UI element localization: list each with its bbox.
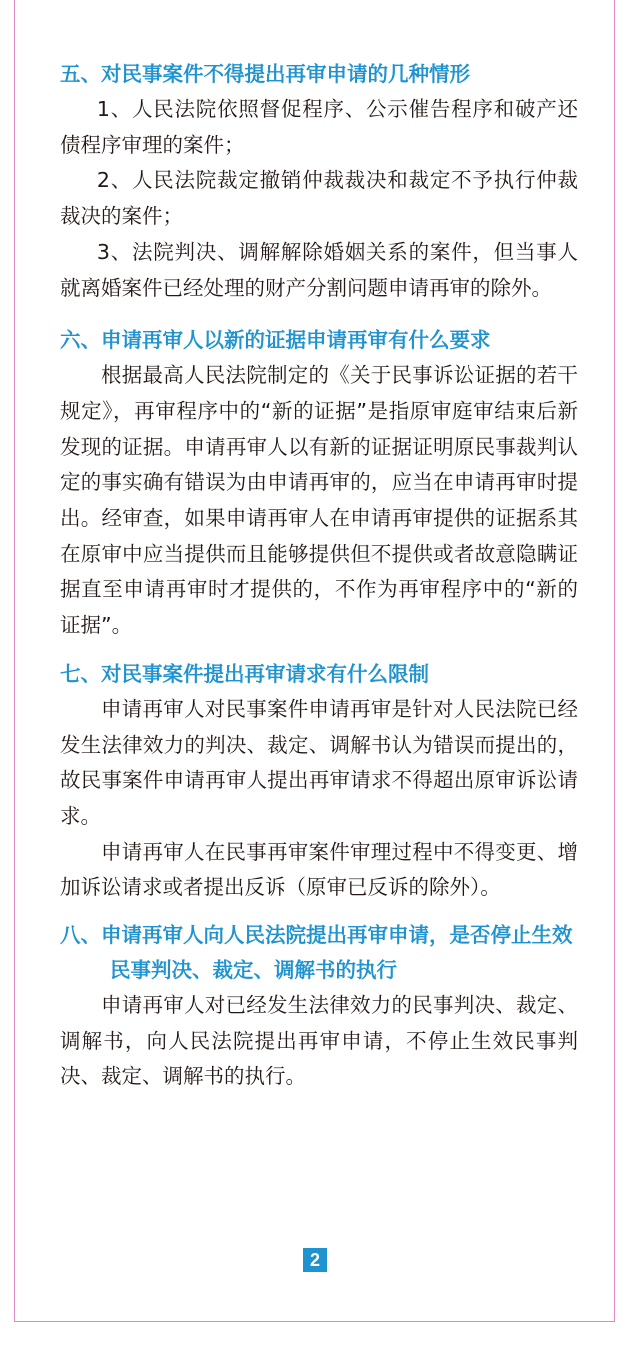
page-number-badge: 2 — [303, 1248, 327, 1272]
page-border-bottom — [14, 1321, 615, 1322]
document-page — [60, 56, 578, 1095]
section-heading: 七、对民事案件提出再审请求有什么限制 — [60, 661, 429, 686]
paragraph: 申请再审人在民事再审案件审理过程中不得变更、增加诉讼请求或者提出反诉（原审已反诉的除外）。 — [60, 839, 578, 900]
paragraph: 3、法院判决、调解解除婚姻关系的案件，但当事人就离婚案件已经处理的财产分割问题申请再审的除外。 — [60, 239, 578, 300]
section-heading: 五、对民事案件不得提出再审申请的几种情形 — [60, 62, 470, 86]
section-7 — [60, 656, 578, 906]
section-heading: 八、申请再审人向人民法院提出再审申请，是否停止生效民事判决、裁定、调解书的执行 — [60, 923, 573, 983]
paragraph: 申请再审人对已经发生法律效力的民事判决、裁定、调解书，向人民法院提出再审申请，不停止生效民事判决、裁定、调解书的执行。 — [60, 993, 578, 1089]
section-5 — [60, 56, 578, 306]
section-6 — [60, 322, 578, 644]
page-border-left — [14, 0, 15, 1322]
paragraph: 2、人民法院裁定撤销仲裁裁决和裁定不予执行仲裁裁决的案件； — [60, 168, 578, 229]
page-border-right — [614, 0, 615, 1322]
paragraph: 申请再审人对民事案件申请再审是针对人民法院已经发生法律效力的判决、裁定、调解书认为错误而提出的，故民事案件申请再审人提出再审请求不得超出原审诉讼请求。 — [60, 696, 578, 828]
section-8 — [60, 918, 578, 1095]
paragraph: 根据最高人民法院制定的《关于民事诉讼证据的若干规定》，再审程序中的“新的证据”是指原审庭审结束后新发现的证据。申请再审人以有新的证据证明原民事裁判认定的事实确有错误为由申请再审的，应当在申请再审时提出。经审查，如果申请再审人在申请再审提供的证据系其在原审中应当提供而且能够提供但不提供或者故意隐瞒证据直至申请再审时才提供的，不作为再审程序中的“新的证据”。 — [60, 363, 578, 638]
section-heading: 六、申请再审人以新的证据申请再审有什么要求 — [60, 328, 491, 353]
paragraph: 1、人民法院依照督促程序、公示催告程序和破产还债程序审理的案件； — [60, 97, 578, 157]
